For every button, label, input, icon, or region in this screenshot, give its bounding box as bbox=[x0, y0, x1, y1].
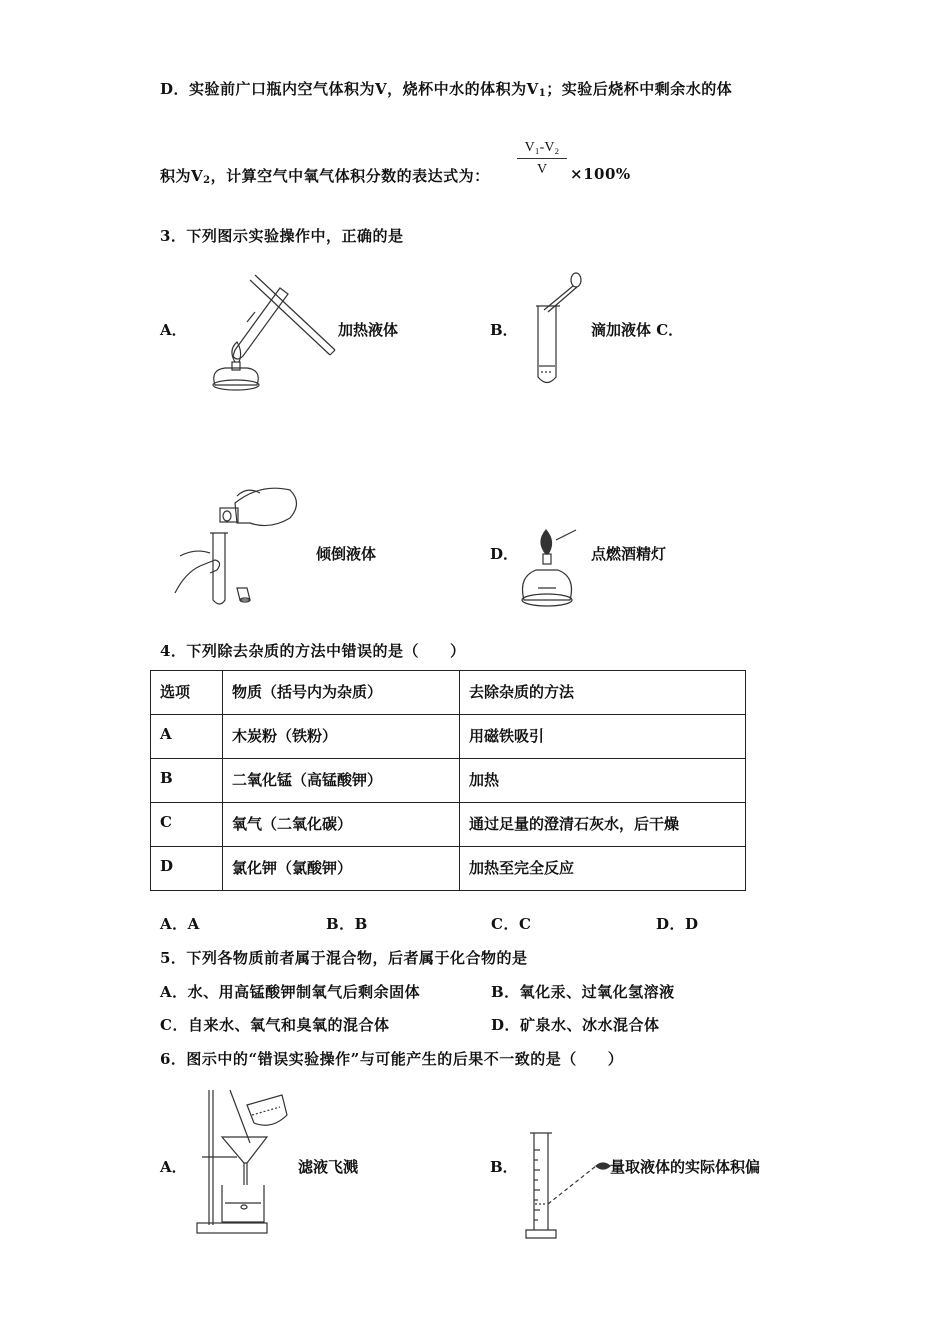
row-substance: 氯化钾（氯酸钾） bbox=[223, 847, 460, 891]
q6-option-a-caption: 滤液飞溅 bbox=[298, 1158, 359, 1176]
q3-option-c-caption: 倾倒液体 bbox=[316, 545, 377, 563]
table-row bbox=[151, 715, 746, 759]
table-header-row bbox=[151, 671, 746, 715]
q3-option-d-letter: D． bbox=[490, 545, 519, 563]
row-option: D bbox=[151, 847, 223, 891]
q4-answer-a: A．A bbox=[160, 915, 200, 933]
row-method: 加热 bbox=[460, 759, 746, 803]
q5-option-a: A．水、用高锰酸钾制氧气后剩余固体 bbox=[160, 983, 421, 1001]
row-method: 通过足量的澄清石灰水，后干燥 bbox=[460, 803, 746, 847]
q5-stem: 5．下列各物质前者属于混合物，后者属于化合物的是 bbox=[160, 949, 528, 967]
q3-option-a-letter: A． bbox=[160, 321, 187, 339]
filtration-illustration bbox=[192, 1085, 292, 1237]
row-method: 加热至完全反应 bbox=[460, 847, 746, 891]
q4-answer-c: C．C bbox=[491, 915, 532, 933]
q3-option-d-caption: 点燃酒精灯 bbox=[591, 545, 667, 563]
q6-stem: 6．图示中的“错误实验操作”与可能产生的后果不一致的是（ ） bbox=[160, 1050, 624, 1068]
heating-liquid-illustration bbox=[195, 270, 340, 395]
q6-option-b-caption: 量取液体的实际体积偏 bbox=[610, 1158, 761, 1176]
row-option: A bbox=[151, 715, 223, 759]
q6-option-a-letter: A． bbox=[160, 1158, 187, 1176]
q3-option-b-letter: B． bbox=[490, 321, 518, 339]
row-option: C bbox=[151, 803, 223, 847]
header-method: 去除杂质的方法 bbox=[460, 671, 746, 715]
q5-option-b: B．氧化汞、过氧化氢溶液 bbox=[491, 983, 675, 1001]
oxygen-fraction-formula: $\frac{\text{V₁-V₂}}{V}$ bbox=[517, 140, 567, 178]
q3-option-a-caption: 加热液体 bbox=[338, 321, 399, 339]
table-row bbox=[151, 847, 746, 891]
row-substance: 木炭粉（铁粉） bbox=[223, 715, 460, 759]
q4-answer-d: D．D bbox=[656, 915, 699, 933]
q4-answer-b: B．B bbox=[326, 915, 368, 933]
q2-option-d-line1: D．实验前广口瓶内空气体积为V，烧杯中水的体积为$V_1$；实验后烧杯中剩余水的体 bbox=[160, 80, 733, 99]
table-row bbox=[151, 803, 746, 847]
row-option: B bbox=[151, 759, 223, 803]
q5-option-c: C．自来水、氧气和臭氧的混合体 bbox=[160, 1016, 390, 1034]
header-substance: 物质（括号内为杂质） bbox=[223, 671, 460, 715]
q3-stem: 3．下列图示实验操作中，正确的是 bbox=[160, 227, 404, 245]
dropper-adding-liquid-illustration bbox=[530, 272, 585, 390]
lighting-alcohol-lamp-illustration bbox=[518, 522, 588, 608]
q3-option-b-caption: 滴加液体 C． bbox=[591, 321, 684, 339]
impurity-removal-table bbox=[150, 670, 746, 891]
q4-stem: 4．下列除去杂质的方法中错误的是（ ） bbox=[160, 642, 466, 660]
graduated-cylinder-reading-illustration bbox=[518, 1130, 613, 1242]
row-substance: 二氧化锰（高锰酸钾） bbox=[223, 759, 460, 803]
row-substance: 氧气（二氧化碳） bbox=[223, 803, 460, 847]
table-row bbox=[151, 759, 746, 803]
fraction-percent-suffix: ×100% bbox=[570, 165, 631, 183]
q2-option-d-line2: 积为$V_2$，计算空气中氧气体积分数的表达式为： bbox=[160, 167, 490, 186]
row-method: 用磁铁吸引 bbox=[460, 715, 746, 759]
q6-option-b-letter: B． bbox=[490, 1158, 518, 1176]
q5-option-d: D．矿泉水、冰水混合体 bbox=[491, 1016, 660, 1034]
pouring-liquid-illustration bbox=[165, 478, 305, 608]
header-option: 选项 bbox=[151, 671, 223, 715]
